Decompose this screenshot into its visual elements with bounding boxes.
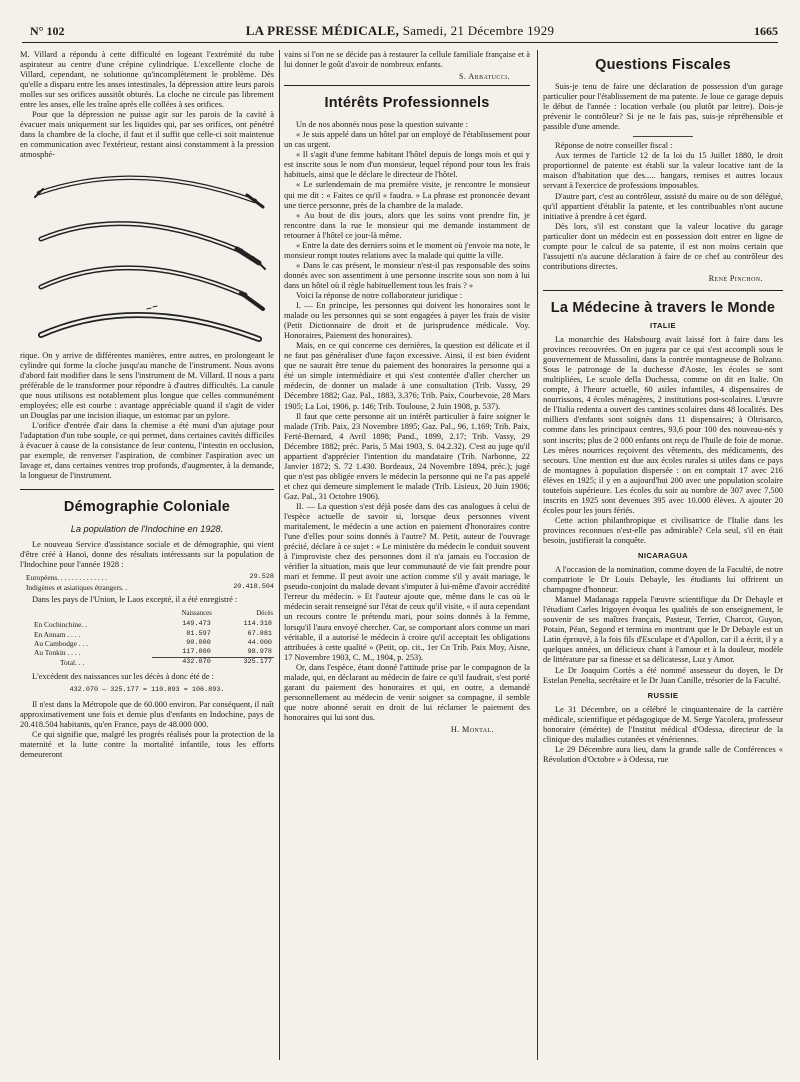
paragraph: Or, dans l'espèce, étant donné l'attitude prise par le compagnon de la malade, qui, en déclarant au médecin de faire ce qu'il faudrait, s'est porté garant du paiement des honoraires et qui, en outre, a demandé personnellement au médecin de venir soigner sa compagne, il semble que notre abonné serait en droit de lui réclamer le paiement des honoraires qui lui sont dus. [284,662,530,722]
paragraph: Voici la réponse de notre collaborateur juridique : [296,290,463,300]
paragraph: I. — En principe, les personnes qui doivent les honoraires sont le malade ou les personnes qui se sont engagées à payer les frais de visite (Petit Dictionnaire de droit et de jurisprudence médicale. Voy. Honoraires, Paiement des honoraires). [284,301,530,341]
section-rule [20,489,274,490]
column-divider [279,50,280,1060]
paragraph: « Le surlendemain de ma première visite, je rencontre le monsieur qui me dit : « Faites ce qu'il « faudra. » La phrase est prononcée devant une tierce personne, près de la chambre de la malade. [284,180,530,210]
table-total-row: Total. . . 432.070 325.177 [60,658,272,668]
paragraph: L'orifice d'entrée d'air dans la chemise a été muni d'un ajutage pour l'adaptation d'un tube souple, ce qui permet, dans certaines cavités difficiles à évacuer à cause de la consistance de leur contenu, l'intestin en occlusion, par exemple, de renverser l'aspiration, de combiner l'aspiration avec un lavage et, dans certaines ventres trop profonds, d'augmenter, à la demande, la longueur de l'instrument. [20,420,274,481]
section-title-demographie: Démographie Coloniale [63,499,231,516]
paragraph: « Il s'agit d'une femme habitant l'hôtel depuis de longs mois et qui y est inscrite sous le nom d'un monsieur, lequel répond pour tous les frais habituels, ainsi que le déclare le directeur de l'hôtel. [284,150,530,180]
paragraph: A l'occasion de la nomination, comme doyen de la Faculté, de notre compatriote le Dr Louis Debayle, les étudiants lui offrirent un champagne d'honneur. [543,565,783,595]
paragraph: « Entre la date des derniers soins et le moment où j'envoie ma note, le monsieur rompt toutes relations avec la malade qui quitte la ville. [284,240,530,260]
column-middle [284,50,530,1070]
table-row: Au Tonkin . . . . 117.000 98.978 [34,648,272,658]
births-deaths-table [20,608,274,668]
author-signature: S. Abbatucci. [458,72,510,82]
population-row: Indigènes et asiatiques étrangers. . 20.418.504 [26,582,274,592]
section-rule [284,85,530,86]
column-header: Naissances [181,610,212,618]
paragraph: Le 31 Décembre, on a célébré le cinquantenaire de la carrière médicale, scientifique et pédagogique de M. Serge Yacolera, professeur honoraire (émérite) de l'Institut médical d'Odessa, directeur de la clinique des maladies cutanées et vénériennes. [543,704,783,744]
paper-name: LA PRESSE MÉDICALE, [245,23,400,38]
paragraph: Suis-je tenu de faire une déclaration de possession d'un garage particulier pour l'établissement de ma patente. Je loue ce garage depuis le début de l'année : location verbale (ou plutôt par lettre). Dois-je prévenir le contrôleur? Si je ne le fais pas, suis-je répréhensible et passible d'une amende. [543,82,783,132]
aspiration-cannula-engraving [27,161,267,351]
short-rule [633,136,693,137]
table-row: Au Cambodge . . . 90.000 44.000 [34,638,272,648]
column-left [20,50,274,1070]
column-header: Décès [256,610,273,618]
page-number: 1665 [754,24,778,38]
paragraph: Aux termes de l'article 12 de la loi du 15 Juillet 1880, le droit proportionnel de patente est établi sur la valeur locative tant de la maison d'habitation que des..... hangars, remises et autres locaux servant à l'exercice de professions imposables. [543,151,783,191]
section-rule [543,290,783,291]
paragraph: Cette action philanthropique et civilisatrice de l'Italie dans les provinces reconnues n'est-elle pas admirable? Cela seul, s'il en était besoin, justifierait la conquête. [543,515,783,545]
paragraph: vains si l'on ne se décide pas à restaurer la cellule familiale française et à lui donner le goût d'avoir de nombreux enfants. [284,50,530,70]
population-list [20,573,274,592]
country-heading-italie: ITALIE [650,320,676,330]
author-signature: René Pinchon. [708,273,763,283]
paragraph: Dans les pays de l'Union, le Laos excepté, il a été enregistré : [32,595,238,605]
paragraph: Le 29 Décembre aura lieu, dans la grande salle de Conférences « Révolution d'Octobre » à Odessa, rue [543,744,783,764]
paragraph: II. — La question s'est déjà posée dans des cas analogues à celui de l'espèce actuelle de savoir si, lorsque deux personnes vivent maritalement, le médecin a une action en paiement d'honoraires contre l'une d'elles pour soins donnés à l'autre? M. Petit, auteur de l'ouvrage précité, déclare à ce sujet : « Le ministère du médecin le conduit souvent à l'improviste chez des personnes dont il n'a jamais eu l'occasion de vérifier la situation, mais que leur communauté de vie fait prendre pour mari et femme. Il peut avoir une action comme s'il y avait mariage, le pseudo-conjoint du malade devant s'imputer à lui-même d'avoir accrédité l'erreur du médecin. » Et l'auteur ajoute que, même dans le cas où le médecin serait renseigné sur l'état de ceux qu'il visite, « il aura cependant un recours contre le prétendu mari, pour soins donnés à la femme, lorsqu'il l'aura envoyé chercher. Car, se comportant alors comme un mari véritable, il a autorisé le médecin à croire qu'il acceptait les obligations attribuées à cette qualité » (Petit, op. cit., 1er Cn Trib. Paix Moy, Aisne, 17 Novembre 1903, C. M., 1904, p. 253). [284,501,530,662]
article-subtitle: La population de l'Indochine en 1928. [70,524,224,535]
paragraph: M. Villard a répondu à cette difficulté en logeant l'extrémité du tube aspirateur au centre d'une crépine cylindrique. L'excellente cloche de Villard, cependant, ne solutionne qu'incomplètement le problème. Dès qu'elle a disparu entre les anses intestinales, la dépression attire leurs parois molles sur ses orifices aussitôt obturés. La cloche ne circule pas librement entre les anses, elle les traîne après elle collées à ses orifices. [20,50,274,110]
author-signature: H. Montal. [450,725,494,734]
paragraph: Il faut que cette personne ait un intérêt particulier à faire soigner le malade (Trib. Paix, 23 Novembre 1895; Gaz. Pal., 96, 1.169; Trib. Paix, Ferté-Bernard, 4 Avril 1898; Pand., 1899, 2.17; Trib. Vassy, 29 Décembre 1882; préc. Paris, 5 Mai 1903, S. 04.2.32). C'est au juge qu'il appartient d'apprécier l'intention du mandataire (Trib. Narbonne, 22 Janvier 1872; S. 72 1.430. Bordeaux, 24 Novembre 1894, préc.); jugé que n'est pas obligée envers le médecin la personne qui ne l'a pas appelé et chez qui demeure simplement le malade (Trib. Lisieux, 20 Juin 1906; Gaz. Pal., 31 Octobre 1906). [284,411,530,501]
population-row: Européens. . . . . . . . . . . . . . 29.528 [26,573,274,583]
table-header-row [20,608,274,620]
paragraph: « Au bout de dix jours, alors que les soins vont prendre fin, je rencontre dans la rue le monsieur qui me demande instamment de retourner à l'hôtel ce jour-là même. [284,210,530,240]
paragraph: rique. On y arrive de différentes manières, entre autres, en prolongeant le cylindre qui forme la cloche jusqu'au manche de l'instrument. Nous avons d'abord fait modifier dans le sens l'instrument de M. Villard. Il nous a paru préférable de le transformer pour répondre à d'autres difficultés. La canule que nous utilisons est notablement plus longue que celles communément employées; elle est courbe : avantage appréciable quand il s'agit de vider un Douglas par une incision iliaque, un estomac par un pylore. [20,350,274,420]
paragraph: Ce qui signifie que, malgré les progrès réalisés pour la protection de la maternité et la lutte contre la mortalité infantile, tous les efforts demeureront [20,729,274,760]
table-row: En Annam . . . . 81.597 67.881 [34,629,272,639]
paragraph: Il n'est dans la Métropole que de 60.000 environ. Par conséquent, il naît approximativement une fois et demie plus d'enfants en Indochine, pays de 20.418.504 habitants, qu'en France, pays de 48.000 000. [20,699,274,729]
paragraph: Réponse de notre conseiller fiscal : [555,141,673,151]
header-rule [22,42,778,43]
paragraph: Manuel Madanaga rappela l'œuvre scientifique du Dr Debayle et l'étudiant Carles Irigoyen évoqua les qualités de son enseignement, le souvenir de ses maîtres français, Pasteur, Terrier, Charcot, Guyon, Potain, Péan, Segond et termina en montrant que le Dr Debayle est un Latin éprouvé, à la fois fils d'Esculape et d'Apollon, car il a écrit, il y a quelques années, un délicieux chant à l'amour et à la douleur, modèle de littérature par sa finesse et sa délicatesse, Luz y Amor. [543,595,783,665]
paragraph: Mais, en ce qui concerne ces dernières, la question est délicate et il ne faut pas généraliser d'une façon excessive. Ainsi, il est bien évident que ne saurait être tenue du paiement des honoraires la personne qui a été un simple intermédiaire et qui s'est contentée d'aller chercher un médecin, de donner un malade à une consultation (Trib. Vassy, 29 Décembre 1882; Gaz. Pal., 1883, 3.376; Trib. Paix, Courbevoie, 28 Mars 1905; La Loi, 1906, p. 146; Trib. Toulouse, 2 Juin 1908, p. 537). [284,341,530,411]
section-title-fiscales: Questions Fiscales [595,57,731,73]
paragraph: L'excédent des naissances sur les décès à donc été de : [32,671,214,681]
paragraph: Dès lors, s'il est constant que la valeur locative du garage particulier dont un médecin est en possession doit entrer en ligne de compte pour le calcul de sa patente, il est non moins certain que l'assujetti n'a aucune déclaration à faire de ce chef au contrôleur des contributions directes. [543,221,783,271]
masthead [22,23,778,39]
table-row: En Cochinchine. . 149.473 114.318 [34,620,272,630]
paragraph: Un de nos abonnés nous pose la question suivante : [296,120,468,130]
country-heading-russie: RUSSIE [647,690,679,700]
column-divider [537,50,538,1060]
paragraph: Pour que la dépression ne puisse agir sur les parois de la cavité à évacuer mais uniquement sur les liquides qui, par ses orifices, ont pénétré dans la chambre de la cloche, il faut et il suffit que celle-ci soit maintenue en communication avec l'extérieur, restant ainsi constamment à la pression atmosphé- [20,110,274,160]
paragraph: La monarchie des Habsbourg avait laissé fort à faire dans les provinces recouvrées. On en jugera par ce qui s'est accompli sous le gouvernement de Mussolini, dans la contrée montagneuse de Bolzano. Sous le patronage de la duchesse d'Aoste, les écoles se sont multipliées, Le scuole della Duchessa, comme on dit en Italie. On compte, à l'heure actuelle, 60 asiles infantiles, 4 dispensaires de nourrissons, 4 écoles ménagères, 2 institutions post-scolaires. L'œuvre de l'Italia redenta a ouvert des cantines scolaires dans 48 localités. Des milliers d'enfants sont soignés dans 11 dispensaires; à Oltrisarco, comme dans les principaux centres, 93,6 pour 100 des nouveau-nés y sont inscrits; plus de 2 000 enfants ont reçu de l'huile de foie de morue. Les mères nourrices reçoivent des vêtements, des médicaments, des secours. Une mention est due aux écoles rurales si utiles dans ce pays de montagnes à population dispersée : on en comptait 17 avec 216 élèves en 1925; il y en a aujourd'hui 200 avec une population scolaire toutefois supérieure. Les écoles du soir au nombre de 307 avec 7.500 inscrits en 1925 sont devenues 395 avec 10.000 élèves. A ajouter 20 écoles pour les jours fériés. [543,335,783,515]
paragraph: « Je suis appelé dans un hôtel par un employé de l'établissement pour un cas urgent. [284,130,530,150]
section-title-medecine-monde: La Médecine à travers le Monde [550,299,776,316]
section-title-interets: Intérêts Professionnels [324,95,490,112]
paragraph: D'autre part, c'est au contrôleur, assisté du maire ou de son délégué, qu'il appartient d'établir la patente, et les contribuables n'ont aucune initiative à prendre à cet égard. [543,191,783,221]
page-header [22,20,778,42]
issue-date: Samedi, 21 Décembre 1929 [402,23,555,38]
paragraph: Le nouveau Service d'assistance sociale et de démographie, qui vient d'être créé à Hanoï, donne des résultats intéressants sur la population de l'Indochine pour l'année 1928 : [20,540,274,570]
paragraph: « Dans le cas présent, le monsieur n'est-il pas responsable des soins donnés avec son assentiment à une personne inscrite sous son nom à lui dans un hôtel où il règle habituellement tous les frais ? » [284,260,530,290]
paragraph: Le Dr Joaquim Cortès a été nommé assesseur du doyen, le Dr Estelan Penelta, secrétaire et le Dr Juan Canille, trésorier de la Faculté. [543,665,783,685]
issue-number: N° 102 [30,24,65,38]
column-right [543,50,783,1070]
country-heading-nicaragua: NICARAGUA [637,551,688,561]
formula: 432.070 — 325.177 = 110.893 = 106.893. [69,685,225,694]
